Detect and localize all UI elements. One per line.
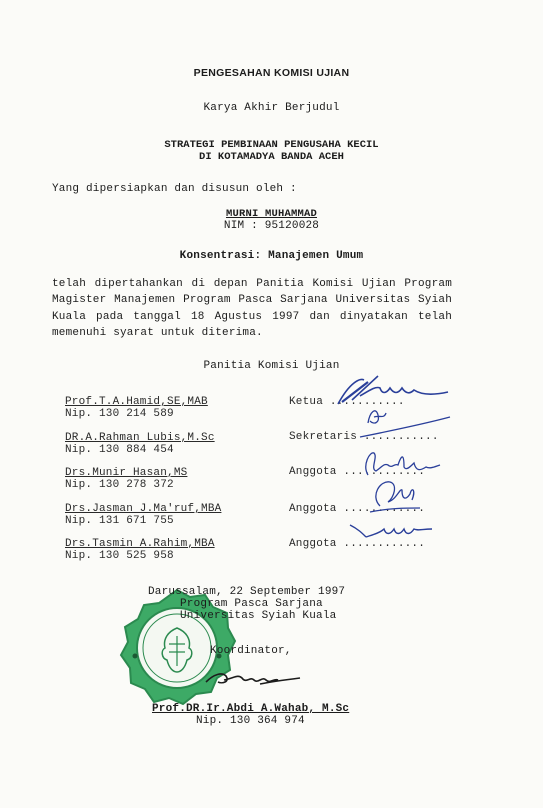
concentration: Konsentrasi: Manajemen Umum bbox=[179, 250, 364, 262]
role-label: Anggota bbox=[289, 503, 337, 515]
member-nip: Nip. 131 671 755 bbox=[65, 515, 174, 527]
signature-line: ............ bbox=[343, 466, 426, 478]
member-nip: Nip. 130 214 589 bbox=[65, 408, 174, 420]
member-name: DR.A.Rahman Lubis,M.Sc bbox=[65, 432, 215, 444]
prepared-by-label: Yang dipersiapkan dan disusun oleh : bbox=[52, 183, 297, 195]
member-name: Prof.T.A.Hamid,SE,MAB bbox=[65, 396, 208, 408]
program-line-2: Universitas Syiah Kuala bbox=[180, 610, 337, 622]
member-name: Drs.Tasmin A.Rahim,MBA bbox=[65, 538, 215, 550]
member-2 bbox=[65, 432, 215, 456]
signature-sekretaris bbox=[340, 403, 460, 443]
member-1 bbox=[65, 396, 208, 420]
member-3 bbox=[65, 467, 187, 491]
page-title: PENGESAHAN KOMISI UJIAN bbox=[193, 67, 350, 79]
signature-line: ............ bbox=[343, 503, 426, 515]
program-line-1: Program Pasca Sarjana bbox=[180, 598, 323, 610]
author-name: MURNI MUHAMMAD bbox=[225, 208, 317, 220]
author-nim: NIM : 95120028 bbox=[223, 220, 320, 232]
role-label: Anggota bbox=[289, 538, 337, 550]
place-date: Darussalam, 22 September 1997 bbox=[148, 586, 346, 598]
signature-line: ........... bbox=[329, 396, 405, 408]
subtitle: Karya Akhir Berjudul bbox=[203, 102, 340, 114]
member-4 bbox=[65, 503, 221, 527]
role-label: Anggota bbox=[289, 466, 337, 478]
signature-coordinator bbox=[200, 662, 310, 696]
signature-anggota-2 bbox=[350, 478, 430, 518]
member-name: Drs.Munir Hasan,MS bbox=[65, 467, 188, 479]
signature-anggota-3 bbox=[340, 515, 440, 555]
coordinator-nip: Nip. 130 364 974 bbox=[196, 715, 305, 727]
signature-line: ............ bbox=[343, 538, 426, 550]
coordinator-name: Prof.DR.Ir.Abdi A.Wahab, M.Sc bbox=[152, 703, 350, 715]
signature-line: ........... bbox=[363, 431, 439, 443]
role-label: Sekretaris bbox=[289, 431, 358, 443]
statement-paragraph: telah dipertahankan di depan Panitia Komisi Ujian Program Magister Manajemen Program Pasca Sarjana Universitas Syiah Kuala pada tanggal 18 Agustus 1997 dan dinyatakan telah memenuhi syarat untuk diterima. bbox=[52, 278, 452, 340]
member-nip: Nip. 130 278 372 bbox=[65, 479, 174, 491]
coordinator-label: Koordinator, bbox=[210, 645, 292, 657]
member-nip: Nip. 130 525 958 bbox=[65, 550, 174, 562]
member-5 bbox=[65, 538, 215, 562]
member-nip: Nip. 130 884 454 bbox=[65, 444, 174, 456]
member-name: Drs.Jasman J.Ma'ruf,MBA bbox=[65, 503, 222, 515]
thesis-title-line-2: DI KOTAMADYA BANDA ACEH bbox=[199, 151, 344, 163]
thesis-title-line-1: STRATEGI PEMBINAAN PENGUSAHA KECIL bbox=[164, 139, 379, 151]
committee-heading: Panitia Komisi Ujian bbox=[203, 360, 340, 372]
role-label: Ketua bbox=[289, 396, 324, 408]
